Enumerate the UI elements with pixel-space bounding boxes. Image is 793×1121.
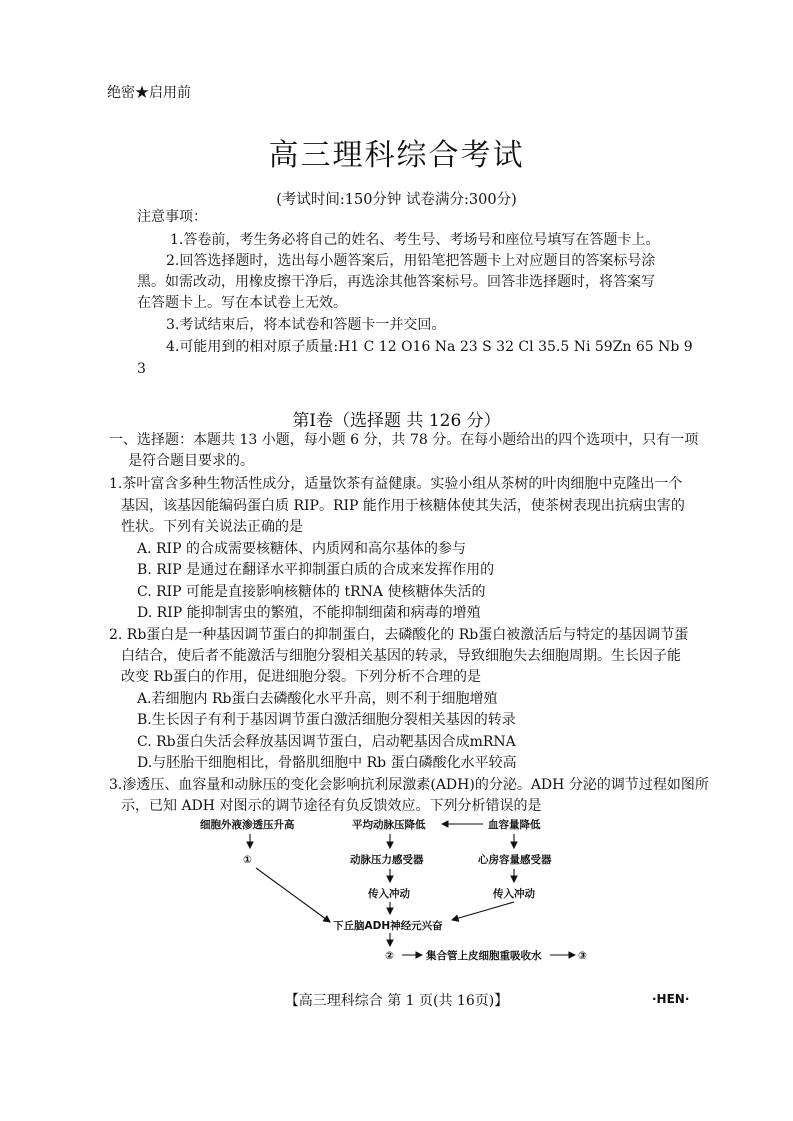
arterial-receptor-node: 动脉压力感受器	[350, 854, 424, 866]
option-c: C. Rb蛋白失活会释放基因调节蛋白，启动靶基因合成mRNA	[137, 734, 516, 750]
exam-subtitle: (考试时间:150分钟 试卷满分:300分)	[276, 192, 517, 208]
marker-2: ②	[385, 950, 394, 962]
note-line: 1.答卷前，考生务必将自己的姓名、考生号、考场号和座位号填写在答题卡上。	[170, 232, 660, 248]
arterial-pressure-drop-node: 平均动脉压降低	[352, 819, 426, 831]
section-instruction: 一、选择题：本题共 13 小题，每小题 6 分，共 78 分。在每小题给出的四个选项中，只有一项	[109, 432, 699, 448]
adh-regulation-diagram	[190, 812, 610, 972]
option-b: B.生长因子有利于基因调节蛋白激活细胞分裂相关基因的转录	[137, 712, 516, 728]
secret-label: 绝密★启用前	[107, 85, 191, 101]
question-stem: 性状。下列有关说法正确的是	[121, 519, 303, 535]
hypothalamus-node: 下丘脑ADH神经元兴奋	[333, 920, 443, 932]
note-line: 在答题卡上。写在本试卷上无效。	[137, 295, 347, 311]
marker-3: ③	[578, 950, 587, 962]
note-line: 黑。如需改动，用橡皮擦干净后，再选涂其他答案标号。回答非选择题时，将答案写	[137, 274, 655, 290]
exam-code: ·HEN·	[652, 992, 690, 1006]
section-title: 第Ⅰ卷（选择题 共 126 分）	[292, 411, 501, 431]
question-stem: 1.茶叶富含多种生物活性成分，适量饮茶有益健康。实验小组从茶树的叶肉细胞中克隆出一个	[109, 476, 683, 492]
reabsorption-node: 集合管上皮细胞重吸收水	[426, 950, 542, 962]
osmotic-pressure-node: 细胞外液渗透压升高	[200, 819, 295, 831]
atrial-receptor-node: 心房容量感受器	[478, 854, 552, 866]
page-footer: 【高三理科综合 第 1 页(共 16页)】	[284, 993, 509, 1009]
option-d: D. RIP 能抑制害虫的繁殖，不能抑制细菌和病毒的增殖	[137, 605, 481, 621]
option-b: B. RIP 是通过在翻译水平抑制蛋白质的合成来发挥作用的	[137, 562, 495, 578]
option-a: A.若细胞内 Rb蛋白去磷酸化水平升高，则不利于细胞增殖	[137, 691, 498, 707]
option-a: A. RIP 的合成需要核糖体、内质网和高尔基体的参与	[137, 541, 466, 557]
note-line: 3	[137, 361, 146, 377]
notes-heading: 注意事项：	[137, 209, 207, 225]
note-line: 4.可能用到的相对原子质量:H1 C 12 O16 Na 23 S 32 Cl 35.5 Ni 59Zn 65 Nb 9	[166, 339, 693, 355]
question-stem: 示，已知 ADH 对图示的调节途径有负反馈效应。下列分析错误的是	[121, 798, 542, 814]
afferent-impulse-node: 传入冲动	[493, 888, 535, 900]
section-instruction: 是符合题目要求的。	[128, 453, 254, 469]
question-stem: 3.渗透压、血容量和动脉压的变化会影响抗利尿激素(ADH)的分泌。ADH 分泌的调节过程如图所	[109, 777, 709, 793]
option-c: C. RIP 可能是直接影响核糖体的 tRNA 使核糖体失活的	[137, 584, 486, 600]
question-stem: 基因，该基因能编码蛋白质 RIP。RIP 能作用于核糖体使其失活，使茶树表现出抗病虫害的	[121, 498, 685, 514]
note-line: 3.考试结束后，将本试卷和答题卡一并交回。	[166, 317, 446, 333]
afferent-impulse-node: 传入冲动	[368, 888, 410, 900]
question-stem: 改变 Rb蛋白的作用，促进细胞分裂。下列分析不合理的是	[121, 669, 481, 685]
note-line: 2.回答选择题时，选出每小题答案后，用铅笔把答题卡上对应题目的答案标号涂	[166, 253, 656, 269]
marker-1: ①	[243, 854, 252, 866]
question-stem: 2. Rb蛋白是一种基因调节蛋白的抑制蛋白，去磷酸化的 Rb蛋白被激活后与特定的基因调节蛋	[109, 627, 689, 643]
blood-volume-drop-node: 血容量降低	[488, 819, 541, 831]
page-title: 高三理科综合考试	[268, 138, 525, 173]
question-stem: 白结合，使后者不能激活与细胞分裂相关基因的转录，导致细胞失去细胞周期。生长因子能	[121, 648, 681, 664]
option-d: D.与胚胎干细胞相比，骨骼肌细胞中 Rb 蛋白磷酸化水平较高	[137, 755, 517, 771]
